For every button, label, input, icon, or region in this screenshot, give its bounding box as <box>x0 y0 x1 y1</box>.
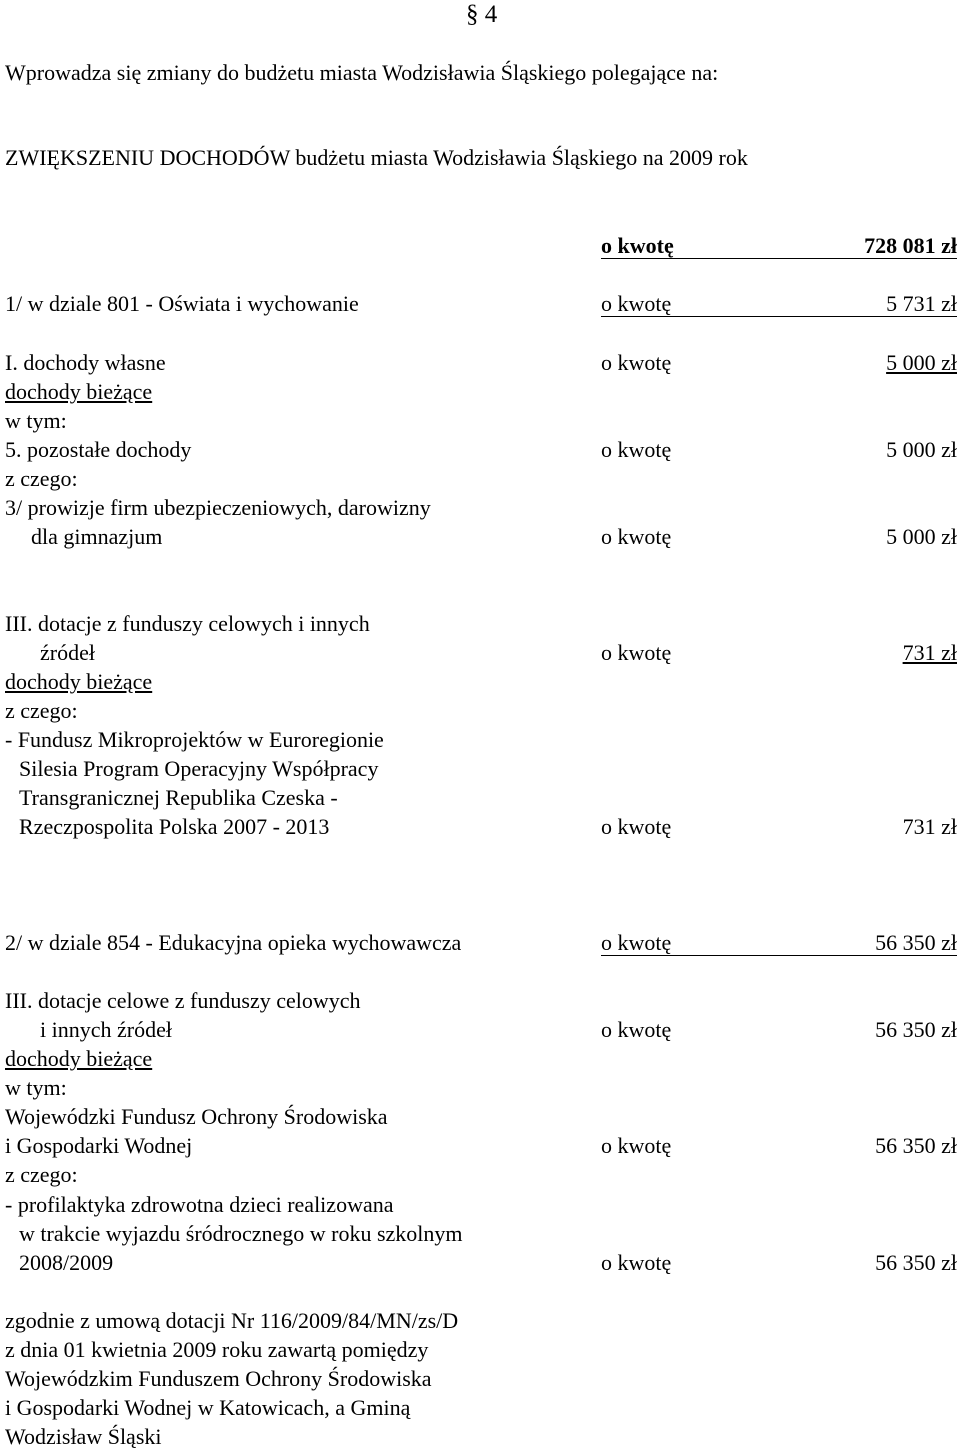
s1-part1-title: I. dochody własne <box>5 350 166 375</box>
agreement-line: Wodzisław Śląski <box>5 1424 162 1449</box>
s1-part1-wtym: w tym: <box>5 408 67 433</box>
s1-item3-kwota-label: o kwotę <box>601 524 672 549</box>
s2-part3-amount: 56 350 zł <box>875 1017 957 1042</box>
s1-item3-line2: dla gimnazjum <box>31 524 163 549</box>
total-kwota-label: o kwotę <box>601 233 674 258</box>
s1-part1-zczego: z czego: <box>5 466 78 491</box>
s2-wfos-line1: Wojewódzki Fundusz Ochrony Środowiska <box>5 1104 388 1129</box>
s1-part1-kwota-label: o kwotę <box>601 350 672 375</box>
heading-text: ZWIĘKSZENIU DOCHODÓW budżetu miasta Wodzisławia Śląskiego na 2009 rok <box>5 145 748 170</box>
s2-part3-wtym: w tym: <box>5 1075 67 1100</box>
s1-part3-zczego: z czego: <box>5 698 78 723</box>
section1-kwota-label: o kwotę <box>601 291 672 316</box>
s2-prof-line3: 2008/2009 <box>19 1250 114 1275</box>
s1-part3-sub: dochody bieżące <box>5 669 153 694</box>
section2-underline <box>601 955 957 956</box>
s1-item3-amount: 5 000 zł <box>886 524 957 549</box>
s1-part3-amount: 731 zł <box>902 640 957 665</box>
s1-fund-line2: Silesia Program Operacyjny Współpracy <box>19 756 379 781</box>
s1-part1-amount: 5 000 zł <box>886 350 957 375</box>
s1-fund-line3: Transgranicznej Republika Czeska - <box>19 785 338 810</box>
agreement-line: Wojewódzkim Funduszem Ochrony Środowiska <box>5 1366 432 1391</box>
section2-kwota-label: o kwotę <box>601 930 672 955</box>
s2-prof-kwota-label: o kwotę <box>601 1250 672 1275</box>
s1-part1-sub: dochody bieżące <box>5 379 153 404</box>
s2-wfos-line2: i Gospodarki Wodnej <box>5 1133 193 1158</box>
s1-item5-amount: 5 000 zł <box>886 437 957 462</box>
s2-part3-kwota-label: o kwotę <box>601 1017 672 1042</box>
s1-fund-kwota-label: o kwotę <box>601 814 672 839</box>
s1-part3-line1: III. dotacje z funduszy celowych i innych <box>5 611 370 636</box>
s2-prof-line1: - profilaktyka zdrowotna dzieci realizowana <box>5 1192 394 1217</box>
agreement-line: i Gospodarki Wodnej w Katowicach, a Gminą <box>5 1395 411 1420</box>
section1-underline <box>601 316 957 317</box>
s1-fund-amount: 731 zł <box>902 814 957 839</box>
section1-title: 1/ w dziale 801 - Oświata i wychowanie <box>5 291 359 316</box>
s1-fund-line1: - Fundusz Mikroprojektów w Euroregionie <box>5 727 384 752</box>
intro-text: Wprowadza się zmiany do budżetu miasta Wodzisławia Śląskiego polegające na: <box>5 60 719 85</box>
total-underline <box>601 258 957 259</box>
s2-prof-line2: w trakcie wyjazdu śródrocznego w roku szkolnym <box>19 1221 463 1246</box>
s1-item5-kwota-label: o kwotę <box>601 437 672 462</box>
paragraph-number: § 4 <box>466 1 498 28</box>
total-amount: 728 081 zł <box>864 233 957 258</box>
s1-item5-title: 5. pozostałe dochody <box>5 437 192 462</box>
section2-title: 2/ w dziale 854 - Edukacyjna opieka wychowawcza <box>5 930 462 955</box>
s1-fund-line4: Rzeczpospolita Polska 2007 - 2013 <box>19 814 330 839</box>
section2-amount: 56 350 zł <box>875 930 957 955</box>
s2-part3-zczego: z czego: <box>5 1162 78 1187</box>
s2-prof-amount: 56 350 zł <box>875 1250 957 1275</box>
agreement-line: z dnia 01 kwietnia 2009 roku zawartą pomiędzy <box>5 1337 429 1362</box>
s2-part3-line1: III. dotacje celowe z funduszy celowych <box>5 988 361 1013</box>
s2-part3-line2: i innych źródeł <box>40 1017 172 1042</box>
s2-wfos-kwota-label: o kwotę <box>601 1133 672 1158</box>
s1-item3-line1: 3/ prowizje firm ubezpieczeniowych, darowizny <box>5 495 431 520</box>
s2-part3-sub: dochody bieżące <box>5 1046 153 1071</box>
s1-part3-line2: źródeł <box>40 640 95 665</box>
s2-wfos-amount: 56 350 zł <box>875 1133 957 1158</box>
section1-amount: 5 731 zł <box>886 291 957 316</box>
s1-part3-kwota-label: o kwotę <box>601 640 672 665</box>
agreement-line: zgodnie z umową dotacji Nr 116/2009/84/MN/zs/D <box>5 1308 459 1333</box>
